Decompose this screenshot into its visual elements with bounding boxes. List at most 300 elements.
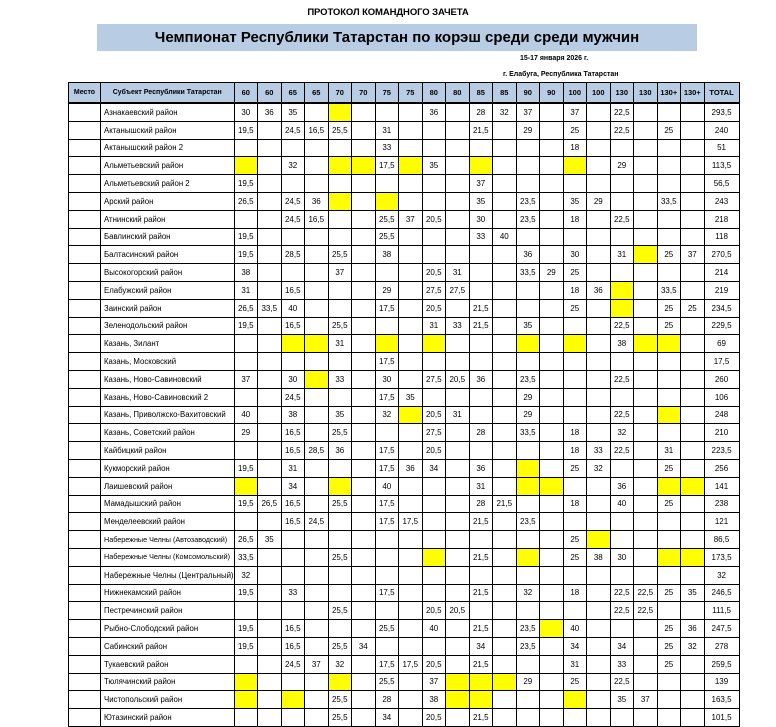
score-cell: 25,5 <box>328 424 352 442</box>
highlighted-empty-cell <box>493 673 517 691</box>
score-cell: 33,5 <box>258 299 282 317</box>
score-cell <box>422 228 446 246</box>
score-cell <box>610 228 634 246</box>
place-cell <box>69 495 101 513</box>
score-cell <box>352 406 376 424</box>
score-cell <box>634 388 658 406</box>
score-cell <box>540 513 564 531</box>
score-cell: 18 <box>563 139 587 157</box>
score-cell <box>446 637 470 655</box>
score-cell <box>258 691 282 709</box>
score-cell: 19,5 <box>234 495 258 513</box>
score-cell: 34 <box>281 477 305 495</box>
score-cell: 21,5 <box>469 299 493 317</box>
score-cell: 25,5 <box>375 228 399 246</box>
total-cell: 260 <box>704 370 739 388</box>
table-row <box>69 655 740 673</box>
score-cell: 30 <box>234 103 258 121</box>
score-cell <box>516 353 540 371</box>
score-cell <box>422 477 446 495</box>
subject-name-cell: Набережные Челны (Центральный) <box>101 566 235 584</box>
score-cell: 32 <box>610 424 634 442</box>
score-cell: 32 <box>681 637 705 655</box>
table-row <box>69 228 740 246</box>
score-cell: 16,5 <box>281 620 305 638</box>
column-header-weight: 100 <box>587 83 611 104</box>
score-cell <box>399 566 423 584</box>
score-cell <box>516 709 540 727</box>
score-cell <box>375 317 399 335</box>
subject-name-cell: Лаишевский район <box>101 477 235 495</box>
score-cell <box>328 139 352 157</box>
score-cell <box>399 121 423 139</box>
score-cell: 25 <box>681 299 705 317</box>
score-cell: 25 <box>563 673 587 691</box>
total-cell: 101,5 <box>704 709 739 727</box>
score-cell <box>422 637 446 655</box>
table-row <box>69 709 740 727</box>
score-cell <box>657 210 681 228</box>
score-cell <box>610 531 634 549</box>
score-cell: 21,5 <box>493 495 517 513</box>
highlighted-empty-cell <box>422 335 446 353</box>
total-cell: 86,5 <box>704 531 739 549</box>
score-cell <box>587 655 611 673</box>
score-cell <box>258 210 282 228</box>
place-cell <box>69 192 101 210</box>
subject-name-cell: Набережные Челны (Комсомольский) <box>101 548 235 566</box>
score-cell <box>352 709 376 727</box>
score-cell <box>469 281 493 299</box>
score-cell <box>375 103 399 121</box>
score-cell <box>610 139 634 157</box>
score-cell <box>352 584 376 602</box>
score-cell <box>540 210 564 228</box>
score-cell <box>258 246 282 264</box>
score-cell: 17,5 <box>375 157 399 175</box>
score-cell: 25,5 <box>328 317 352 335</box>
score-cell <box>634 299 658 317</box>
table-row <box>69 192 740 210</box>
score-cell: 25 <box>657 246 681 264</box>
score-cell <box>469 566 493 584</box>
score-cell <box>352 139 376 157</box>
score-cell <box>493 548 517 566</box>
subject-name-cell: Зеленодольский район <box>101 317 235 335</box>
column-header-weight: 80 <box>446 83 470 104</box>
score-cell: 16,5 <box>281 513 305 531</box>
score-cell <box>399 584 423 602</box>
score-cell <box>446 531 470 549</box>
score-cell <box>493 370 517 388</box>
place-cell <box>69 424 101 442</box>
score-cell <box>634 566 658 584</box>
score-cell: 35 <box>469 192 493 210</box>
column-header-weight: 75 <box>375 83 399 104</box>
score-cell <box>493 566 517 584</box>
score-cell <box>328 299 352 317</box>
score-cell: 37 <box>634 691 658 709</box>
score-cell <box>258 477 282 495</box>
score-cell <box>469 406 493 424</box>
table-row <box>69 673 740 691</box>
score-cell: 17,5 <box>375 353 399 371</box>
score-cell <box>493 157 517 175</box>
score-cell: 17,5 <box>399 655 423 673</box>
score-cell: 24,5 <box>281 192 305 210</box>
score-cell <box>516 157 540 175</box>
score-cell <box>681 157 705 175</box>
score-cell <box>352 335 376 353</box>
score-cell <box>587 637 611 655</box>
total-cell: 111,5 <box>704 602 739 620</box>
score-cell <box>587 139 611 157</box>
score-cell <box>634 317 658 335</box>
score-cell <box>634 477 658 495</box>
score-cell <box>681 406 705 424</box>
score-cell <box>375 637 399 655</box>
score-cell <box>352 353 376 371</box>
score-cell <box>305 459 329 477</box>
score-cell: 22,5 <box>610 103 634 121</box>
score-cell: 31 <box>234 281 258 299</box>
score-cell <box>540 459 564 477</box>
score-cell <box>587 388 611 406</box>
score-cell <box>587 566 611 584</box>
score-cell <box>446 103 470 121</box>
score-cell: 21,5 <box>469 584 493 602</box>
highlighted-empty-cell <box>281 691 305 709</box>
score-cell: 31 <box>281 459 305 477</box>
score-cell <box>587 584 611 602</box>
total-cell: 248 <box>704 406 739 424</box>
score-cell <box>258 620 282 638</box>
highlighted-empty-cell <box>305 335 329 353</box>
score-cell <box>399 548 423 566</box>
score-cell: 40 <box>375 477 399 495</box>
score-cell: 37 <box>469 175 493 193</box>
score-cell <box>258 566 282 584</box>
place-cell <box>69 548 101 566</box>
score-cell <box>234 442 258 460</box>
score-cell: 37 <box>328 264 352 282</box>
column-header-weight: 75 <box>399 83 423 104</box>
score-cell <box>328 513 352 531</box>
column-header-weight: 65 <box>305 83 329 104</box>
subject-name-cell: Казань, Приволжско-Вахитовский <box>101 406 235 424</box>
score-cell: 19,5 <box>234 228 258 246</box>
score-cell <box>258 388 282 406</box>
score-cell <box>446 228 470 246</box>
place-cell <box>69 602 101 620</box>
score-cell <box>446 121 470 139</box>
score-cell <box>540 495 564 513</box>
score-cell <box>634 673 658 691</box>
score-cell <box>540 424 564 442</box>
score-cell <box>399 637 423 655</box>
score-cell: 21,5 <box>469 620 493 638</box>
score-cell <box>422 566 446 584</box>
score-cell <box>540 281 564 299</box>
highlighted-empty-cell <box>281 335 305 353</box>
score-cell <box>305 424 329 442</box>
subject-name-cell: Казань, Московский <box>101 353 235 371</box>
table-row <box>69 246 740 264</box>
score-cell <box>587 157 611 175</box>
score-cell <box>587 370 611 388</box>
score-cell <box>352 388 376 406</box>
score-cell <box>540 673 564 691</box>
score-cell <box>328 531 352 549</box>
total-cell: 234,5 <box>704 299 739 317</box>
place-cell <box>69 103 101 121</box>
score-cell <box>516 281 540 299</box>
table-row <box>69 264 740 282</box>
score-cell: 20,5 <box>422 299 446 317</box>
score-cell: 20,5 <box>422 406 446 424</box>
score-cell <box>399 620 423 638</box>
column-header-weight: 100 <box>563 83 587 104</box>
score-cell <box>446 353 470 371</box>
highlighted-empty-cell <box>563 157 587 175</box>
score-cell: 35 <box>399 388 423 406</box>
score-cell: 38 <box>422 691 446 709</box>
total-cell: 214 <box>704 264 739 282</box>
score-cell: 24,5 <box>281 121 305 139</box>
score-cell <box>446 709 470 727</box>
score-cell: 23,5 <box>516 620 540 638</box>
score-cell <box>305 406 329 424</box>
score-cell <box>446 442 470 460</box>
score-cell <box>634 157 658 175</box>
score-cell <box>634 531 658 549</box>
score-cell <box>422 495 446 513</box>
score-cell <box>352 495 376 513</box>
score-cell <box>516 495 540 513</box>
score-cell: 16,5 <box>281 281 305 299</box>
score-cell <box>493 192 517 210</box>
highlighted-empty-cell <box>610 281 634 299</box>
place-cell <box>69 281 101 299</box>
score-cell: 22,5 <box>610 406 634 424</box>
total-cell: 121 <box>704 513 739 531</box>
place-cell <box>69 637 101 655</box>
score-cell <box>587 264 611 282</box>
total-cell: 278 <box>704 637 739 655</box>
total-cell: 56,5 <box>704 175 739 193</box>
score-cell <box>587 620 611 638</box>
score-cell: 34 <box>563 637 587 655</box>
score-cell <box>305 531 329 549</box>
score-cell <box>352 655 376 673</box>
total-cell: 240 <box>704 121 739 139</box>
score-cell: 26,5 <box>234 531 258 549</box>
score-cell <box>352 691 376 709</box>
place-cell <box>69 388 101 406</box>
score-cell: 19,5 <box>234 620 258 638</box>
score-cell <box>234 655 258 673</box>
place-cell <box>69 566 101 584</box>
score-cell: 38 <box>610 335 634 353</box>
banner-notch <box>152 51 168 53</box>
subject-name-cell: Балтасинский район <box>101 246 235 264</box>
highlighted-empty-cell <box>446 691 470 709</box>
score-cell <box>352 281 376 299</box>
score-cell: 37 <box>563 103 587 121</box>
highlighted-empty-cell <box>516 548 540 566</box>
score-cell: 28 <box>469 424 493 442</box>
place-cell <box>69 442 101 460</box>
score-cell <box>563 566 587 584</box>
score-cell <box>352 228 376 246</box>
score-cell: 22,5 <box>610 370 634 388</box>
score-cell: 37 <box>681 246 705 264</box>
score-cell <box>540 299 564 317</box>
table-row <box>69 175 740 193</box>
score-cell <box>352 602 376 620</box>
score-cell <box>493 620 517 638</box>
highlighted-empty-cell <box>234 477 258 495</box>
score-cell: 29 <box>587 192 611 210</box>
score-cell <box>258 121 282 139</box>
score-cell <box>610 192 634 210</box>
table-row <box>69 584 740 602</box>
total-cell: 210 <box>704 424 739 442</box>
score-cell <box>587 424 611 442</box>
score-cell: 34 <box>469 637 493 655</box>
subject-name-cell: Казань, Зилант <box>101 335 235 353</box>
subject-name-cell: Казань, Ново-Савиновский 2 <box>101 388 235 406</box>
score-cell <box>258 317 282 335</box>
place-cell <box>69 584 101 602</box>
table-row <box>69 637 740 655</box>
score-cell <box>469 388 493 406</box>
score-cell: 24,5 <box>281 655 305 673</box>
score-cell: 32 <box>234 566 258 584</box>
column-header-weight: 60 <box>258 83 282 104</box>
score-cell <box>540 228 564 246</box>
score-cell <box>352 673 376 691</box>
score-cell <box>681 353 705 371</box>
score-cell <box>493 459 517 477</box>
score-cell: 20,5 <box>422 602 446 620</box>
score-cell <box>493 139 517 157</box>
score-cell: 31 <box>610 246 634 264</box>
table-row <box>69 121 740 139</box>
score-cell <box>399 317 423 335</box>
total-cell: 243 <box>704 192 739 210</box>
score-cell: 16,5 <box>305 210 329 228</box>
score-cell: 23,5 <box>516 513 540 531</box>
score-cell <box>657 566 681 584</box>
score-cell: 35 <box>258 531 282 549</box>
score-cell: 18 <box>563 281 587 299</box>
score-cell <box>587 299 611 317</box>
score-cell <box>516 655 540 673</box>
place-cell <box>69 139 101 157</box>
score-cell: 21,5 <box>469 655 493 673</box>
score-cell <box>634 620 658 638</box>
score-cell <box>681 281 705 299</box>
score-cell: 33,5 <box>234 548 258 566</box>
score-cell: 36 <box>516 246 540 264</box>
score-cell: 19,5 <box>234 121 258 139</box>
score-cell <box>399 370 423 388</box>
subject-name-cell: Набережные Челны (Автозаводский) <box>101 531 235 549</box>
score-cell <box>469 335 493 353</box>
score-cell <box>305 317 329 335</box>
highlighted-empty-cell <box>234 673 258 691</box>
column-header-weight: 130+ <box>657 83 681 104</box>
table-row <box>69 157 740 175</box>
score-cell <box>352 175 376 193</box>
score-cell: 32 <box>375 406 399 424</box>
score-cell <box>305 548 329 566</box>
score-cell <box>657 709 681 727</box>
highlighted-empty-cell <box>610 299 634 317</box>
score-cell <box>540 709 564 727</box>
score-cell: 23,5 <box>516 370 540 388</box>
score-cell <box>258 157 282 175</box>
score-cell: 25 <box>563 121 587 139</box>
score-cell <box>281 228 305 246</box>
score-cell <box>422 139 446 157</box>
score-cell: 16,5 <box>281 495 305 513</box>
subject-name-cell: Тукаевский район <box>101 655 235 673</box>
highlighted-empty-cell <box>234 157 258 175</box>
total-cell: 256 <box>704 459 739 477</box>
score-cell <box>305 602 329 620</box>
score-cell: 25 <box>563 531 587 549</box>
place-cell <box>69 228 101 246</box>
score-cell <box>634 192 658 210</box>
place-cell <box>69 175 101 193</box>
table-row <box>69 620 740 638</box>
place-cell <box>69 459 101 477</box>
table-row <box>69 566 740 584</box>
subject-name-cell: Чистопольский район <box>101 691 235 709</box>
score-cell <box>352 548 376 566</box>
score-cell <box>540 121 564 139</box>
score-cell <box>352 246 376 264</box>
score-cell <box>493 442 517 460</box>
total-cell: 163,5 <box>704 691 739 709</box>
score-cell <box>305 281 329 299</box>
score-cell <box>563 353 587 371</box>
subject-name-cell: Казань, Ново-Савиновский <box>101 370 235 388</box>
score-cell: 22,5 <box>610 317 634 335</box>
score-cell <box>540 139 564 157</box>
score-cell <box>258 602 282 620</box>
table-row <box>69 531 740 549</box>
place-cell <box>69 655 101 673</box>
score-cell <box>328 210 352 228</box>
score-cell: 17,5 <box>375 299 399 317</box>
score-cell <box>634 459 658 477</box>
table-row <box>69 299 740 317</box>
score-cell: 24,5 <box>281 210 305 228</box>
score-cell <box>258 370 282 388</box>
score-cell <box>516 566 540 584</box>
total-cell: 219 <box>704 281 739 299</box>
score-cell: 29 <box>516 388 540 406</box>
highlighted-empty-cell <box>540 477 564 495</box>
table-row <box>69 513 740 531</box>
score-cell <box>446 655 470 673</box>
score-cell: 16,5 <box>305 121 329 139</box>
score-cell: 25,5 <box>328 691 352 709</box>
score-cell: 37 <box>399 210 423 228</box>
